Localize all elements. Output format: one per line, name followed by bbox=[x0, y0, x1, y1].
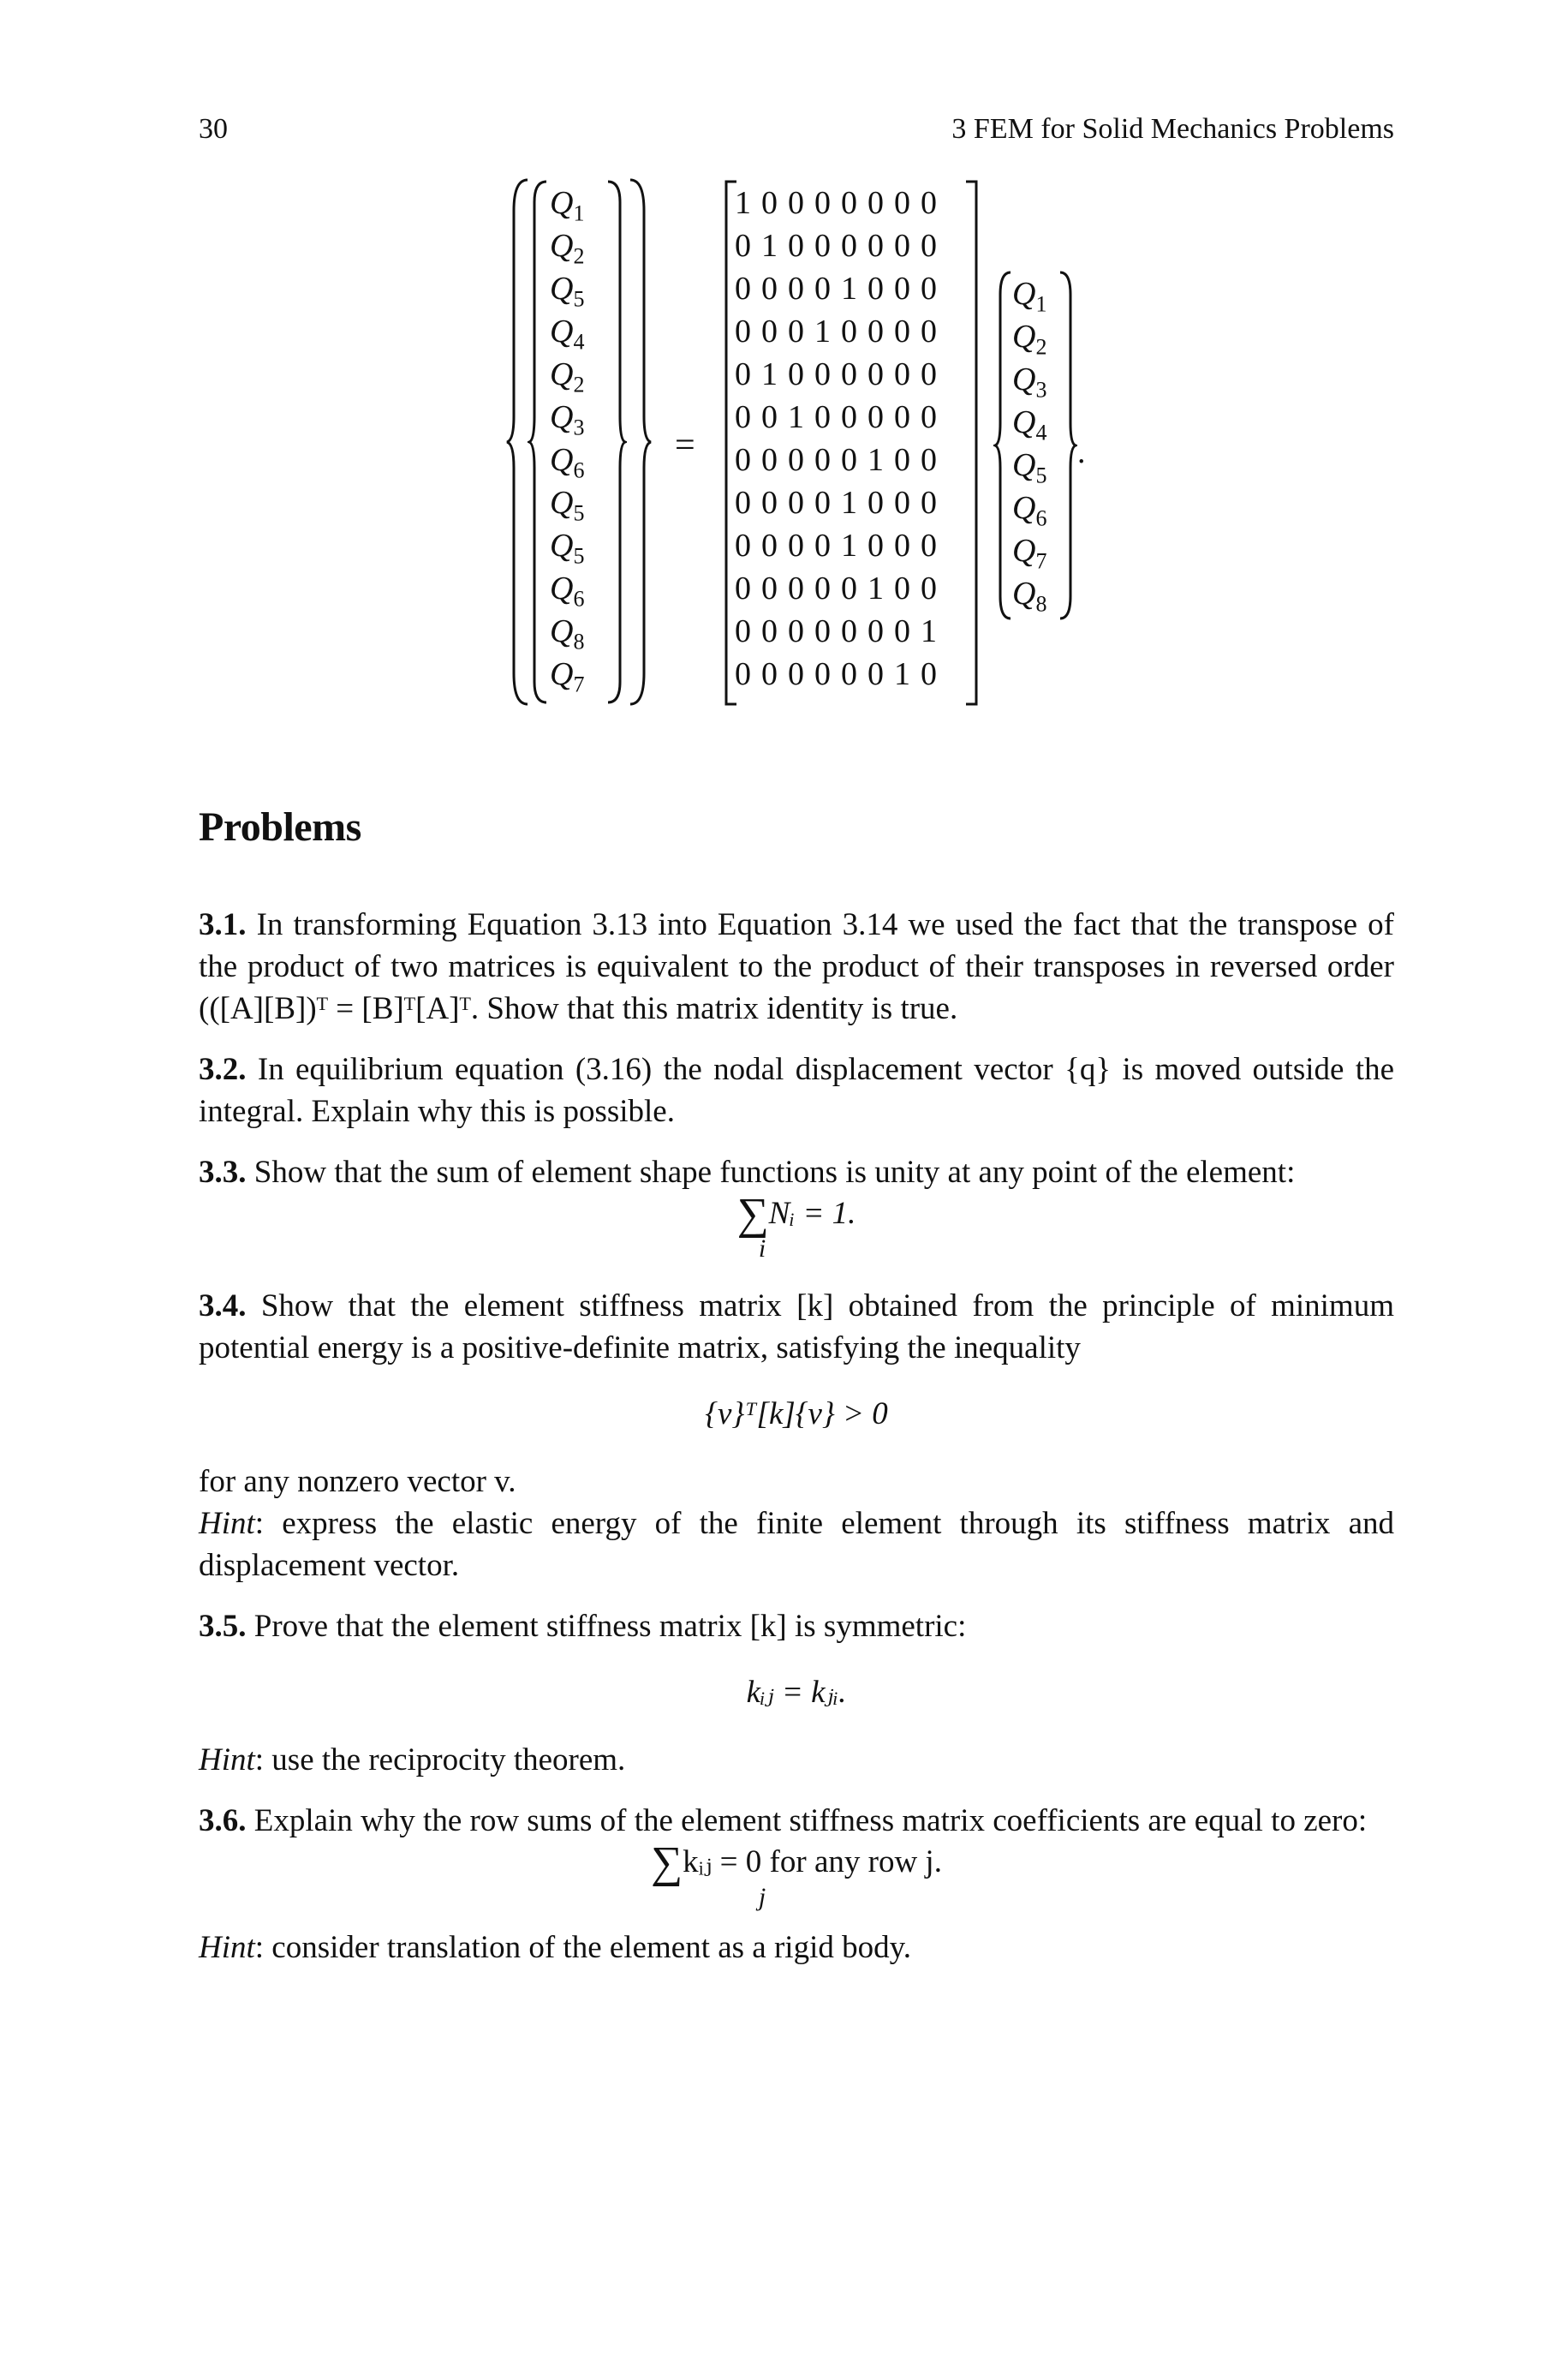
left-vector-entry: $Q_5$ bbox=[550, 271, 585, 312]
problem-text bbox=[199, 1800, 1394, 1842]
hint-text: : express the elastic energy of the finite element through its stiffness matrix and displacement vector. bbox=[199, 1506, 1394, 1583]
problem-body: Explain why the row sums of the element stiffness matrix coefficients are equal to zero: bbox=[253, 1803, 1368, 1838]
inequality-formula: {v}ᵀ[k]{v} > 0 bbox=[705, 1396, 888, 1431]
problem-3-2 bbox=[199, 1049, 1394, 1132]
hint bbox=[199, 1927, 1394, 1969]
running-title: 3 FEM for Solid Mechanics Problems bbox=[951, 113, 1394, 145]
problem-3-6 bbox=[199, 1800, 1394, 1969]
problem-after-text: for any nonzero vector v. bbox=[199, 1464, 516, 1499]
left-vector-entry: $Q_8$ bbox=[550, 613, 585, 654]
problem-number: 3.2. bbox=[199, 1052, 247, 1087]
problem-text bbox=[199, 1049, 1394, 1132]
problem-text bbox=[199, 1285, 1394, 1369]
left-vector-entry: $Q_6$ bbox=[550, 571, 585, 612]
left-vector-close-inner-brace bbox=[606, 176, 627, 708]
right-vector-entry: $Q_7$ bbox=[1012, 533, 1047, 574]
sum-formula bbox=[199, 1190, 1394, 1266]
left-vector-close-outer-brace bbox=[627, 176, 653, 708]
row-sum-formula bbox=[199, 1838, 1394, 1915]
hint-text: : use the reciprocity theorem. bbox=[254, 1742, 626, 1778]
problem-3-3 bbox=[199, 1151, 1394, 1266]
problem-text bbox=[199, 1151, 1394, 1193]
right-vector-entry: $Q_2$ bbox=[1012, 319, 1047, 360]
matrix-row: 00010000 bbox=[735, 314, 947, 350]
problem-3-5 bbox=[199, 1605, 1394, 1781]
hint-label: Hint bbox=[199, 1742, 255, 1778]
left-vector-inner-brace bbox=[528, 176, 548, 708]
left-vector-entry: $Q_3$ bbox=[550, 399, 585, 440]
left-vector-entry: $Q_2$ bbox=[550, 356, 585, 397]
equation-period: . bbox=[1077, 434, 1086, 470]
problem-body: Prove that the element stiffness matrix [k] is symmetric: bbox=[253, 1609, 967, 1644]
page-header bbox=[199, 113, 1394, 156]
matrix-row: 01000000 bbox=[735, 356, 947, 392]
matrix-row: 00000100 bbox=[735, 571, 947, 606]
right-vector-entry: $Q_4$ bbox=[1012, 404, 1047, 445]
hint-label: Hint bbox=[199, 1930, 255, 1965]
sigma-symbol: ∑ bbox=[651, 1838, 683, 1887]
left-vector-entry: $Q_7$ bbox=[550, 656, 585, 697]
matrix-row: 00000010 bbox=[735, 656, 947, 692]
matrix-right-bracket bbox=[964, 180, 978, 708]
matrix-row: 00001000 bbox=[735, 271, 947, 307]
problem-number: 3.1. bbox=[199, 907, 247, 942]
right-vector-left-brace bbox=[993, 269, 1012, 622]
matrix-equation bbox=[505, 176, 1105, 725]
matrix-row: 00001000 bbox=[735, 528, 947, 564]
right-vector-right-brace bbox=[1058, 269, 1077, 622]
problem-text bbox=[199, 1605, 1394, 1647]
problems-list bbox=[199, 904, 1394, 1987]
formula-text: kᵢⱼ = 0 for any row j. bbox=[683, 1844, 942, 1879]
sum-index: i bbox=[758, 1234, 766, 1263]
left-vector-entry: $Q_4$ bbox=[550, 314, 585, 355]
section-title: Problems bbox=[199, 804, 361, 850]
matrix-row: 00001000 bbox=[735, 485, 947, 521]
problem-body: In transforming Equation 3.13 into Equation 3.14 we used the fact that the transpose of the product of two matrices is equivalent to the product of their transposes in reversed order (([A][B])ᵀ = [B]ᵀ[A]ᵀ. Show that this matrix identity is true. bbox=[199, 907, 1394, 1026]
problem-number: 3.4. bbox=[199, 1288, 247, 1323]
problem-body: Show that the sum of element shape functions is unity at any point of the element: bbox=[253, 1155, 1296, 1190]
problem-body: In equilibrium equation (3.16) the nodal displacement vector {q} is moved outside the integral. Explain why this is possible. bbox=[199, 1052, 1395, 1129]
page-number: 30 bbox=[199, 113, 228, 145]
matrix-row: 00000100 bbox=[735, 442, 947, 478]
right-vector-entry: $Q_6$ bbox=[1012, 490, 1047, 531]
problem-body: Show that the element stiffness matrix [k] obtained from the principle of minimum potential energy is a positive-definite matrix, satisfying the inequality bbox=[199, 1288, 1394, 1365]
problem-3-1 bbox=[199, 904, 1394, 1030]
sigma-symbol: ∑ bbox=[736, 1190, 769, 1239]
left-vector-entry: $Q_5$ bbox=[550, 528, 585, 569]
equals-sign: = bbox=[675, 426, 695, 465]
matrix-row: 00000001 bbox=[735, 613, 947, 649]
problem-number: 3.5. bbox=[199, 1609, 247, 1644]
right-vector-entry: $Q_3$ bbox=[1012, 361, 1047, 403]
right-vector bbox=[1012, 272, 1046, 615]
symmetry-formula: kᵢⱼ = kⱼᵢ. bbox=[746, 1675, 847, 1710]
problem-text bbox=[199, 904, 1394, 1030]
left-vector-entry: $Q_1$ bbox=[550, 185, 585, 226]
right-vector-entry: $Q_8$ bbox=[1012, 576, 1047, 617]
left-vector bbox=[550, 182, 584, 696]
problem-number: 3.6. bbox=[199, 1803, 247, 1838]
right-vector-entry: $Q_1$ bbox=[1012, 276, 1047, 317]
left-vector-entry: $Q_2$ bbox=[550, 228, 585, 269]
hint bbox=[199, 1503, 1394, 1586]
left-vector-entry: $Q_5$ bbox=[550, 485, 585, 526]
hint-label: Hint bbox=[199, 1506, 255, 1541]
hint-text: : consider translation of the element as a rigid body. bbox=[254, 1930, 911, 1965]
right-vector-entry: $Q_5$ bbox=[1012, 447, 1047, 488]
matrix-row: 01000000 bbox=[735, 228, 947, 264]
problem-3-4 bbox=[199, 1285, 1394, 1586]
formula-text: Nᵢ = 1. bbox=[768, 1196, 856, 1231]
matrix-row: 10000000 bbox=[735, 185, 947, 221]
left-vector-entry: $Q_6$ bbox=[550, 442, 585, 483]
matrix-row: 00100000 bbox=[735, 399, 947, 435]
sum-index: j bbox=[758, 1883, 766, 1911]
problem-number: 3.3. bbox=[199, 1155, 247, 1190]
hint bbox=[199, 1739, 1394, 1781]
matrix-body bbox=[735, 182, 947, 696]
